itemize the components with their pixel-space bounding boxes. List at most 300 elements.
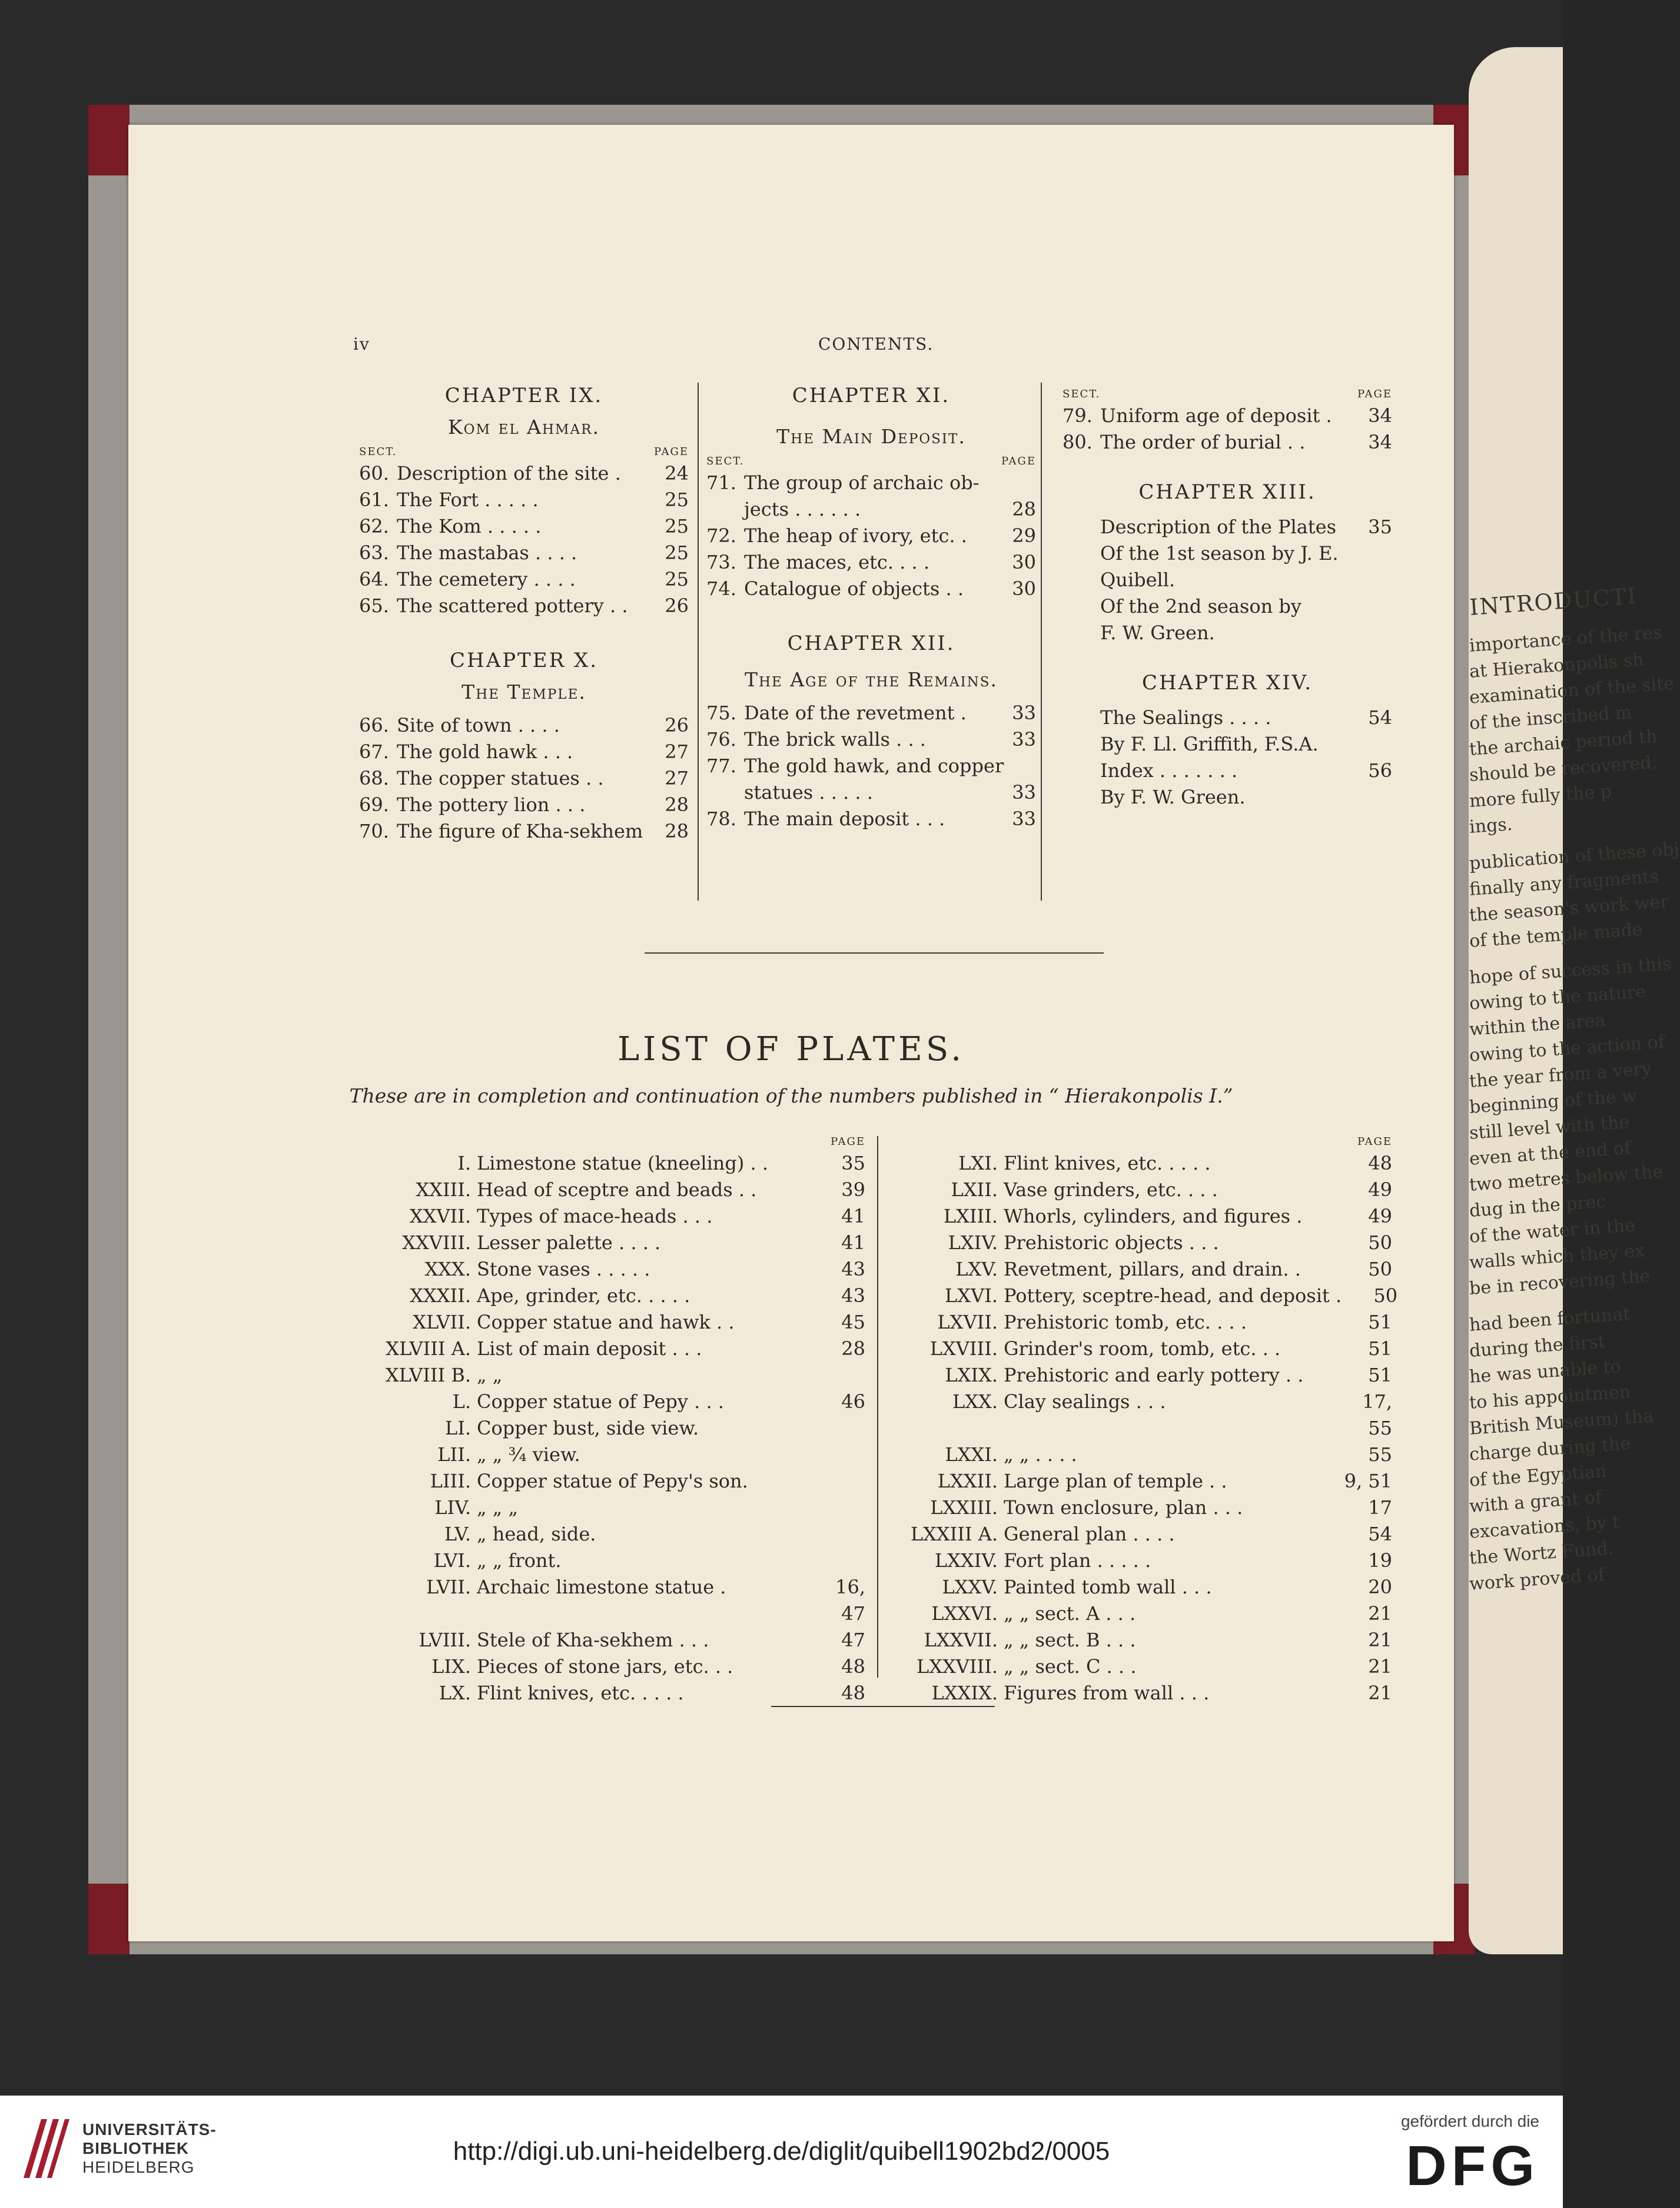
plate-number: I. (457, 1152, 471, 1174)
entry-section-number: 64. (359, 568, 389, 590)
plate-page: 48 (1368, 1152, 1392, 1174)
column-labels (706, 453, 1036, 470)
entry-page: 27 (665, 741, 689, 763)
entry-section-number: 66. (359, 714, 389, 736)
column-divider (877, 1136, 878, 1678)
plate-title: Copper statue of Pepy's son. (477, 1470, 748, 1492)
plate-page: 50 (1373, 1284, 1398, 1307)
plate-title: Prehistoric objects . . . (1004, 1231, 1219, 1254)
next-page-text: within the area (1469, 1010, 1606, 1040)
entry-page: 33 (1012, 728, 1036, 751)
plate-title: Stone vases . . . . . (477, 1258, 650, 1280)
plate-page (809, 1415, 865, 1442)
entry-page (1357, 567, 1392, 593)
entry-section-number: 67. (359, 741, 389, 763)
entry-title: Date of the revetment . (744, 702, 967, 724)
entry-page: 25 (665, 568, 689, 590)
entry-section-number: 74. (706, 577, 736, 600)
plate-title: Revetment, pillars, and drain. . (1004, 1258, 1301, 1280)
funding-text: gefördert durch die (1400, 2112, 1539, 2130)
next-page-text: to his appointmen (1469, 1381, 1632, 1413)
plate-title: Vase grinders, etc. . . . (1004, 1178, 1218, 1201)
entry-page: 27 (665, 767, 689, 789)
entry-section-number: 72. (706, 524, 736, 547)
section-rule (645, 952, 1104, 954)
contents-entry (1063, 784, 1392, 811)
entry-section-number (706, 779, 744, 806)
column-divider (698, 383, 699, 901)
entry-page (1357, 620, 1392, 646)
plate-number: XLVIII A. (386, 1337, 471, 1360)
contents-entry (1063, 758, 1392, 784)
entry-list (359, 712, 689, 845)
plate-entry (359, 1362, 865, 1389)
plate-entry (886, 1362, 1392, 1389)
contents-entry (359, 460, 689, 487)
entry-title: The heap of ivory, etc. . (744, 524, 967, 547)
plate-page: 17, 55 (1362, 1390, 1392, 1439)
plate-page: 43 (841, 1258, 865, 1280)
plate-entry (359, 1415, 865, 1442)
plate-number: LXXIX. (931, 1682, 998, 1704)
entry-section-number: 65. (359, 595, 389, 617)
plate-page: 48 (841, 1682, 865, 1704)
page-number: iv (353, 334, 370, 354)
contents-entry (1063, 514, 1392, 540)
contents-entry (359, 765, 689, 792)
entry-title: The gold hawk, and copper (744, 755, 1004, 777)
plate-list (359, 1150, 865, 1706)
plate-entry (359, 1548, 865, 1574)
contents-entry (359, 566, 689, 593)
viewer-footer (0, 2096, 1563, 2208)
plate-title: Lesser palette . . . . (477, 1231, 661, 1254)
entry-page: 33 (1012, 702, 1036, 724)
plate-entry (359, 1574, 865, 1627)
plate-entry (886, 1389, 1392, 1442)
plate-page: 21 (1368, 1682, 1392, 1704)
plate-title: Archaic limestone statue . (477, 1576, 726, 1598)
contents-entry (359, 792, 689, 818)
plate-title: Pottery, sceptre-head, and deposit . (1004, 1284, 1342, 1307)
page-label: PAGE (654, 446, 689, 458)
plate-title: Fort plan . . . . . (1004, 1549, 1151, 1572)
plate-number: LXVIII. (929, 1337, 998, 1360)
entry-page: 34 (1368, 404, 1392, 427)
plate-page: 49 (1368, 1178, 1392, 1201)
column-divider (1041, 383, 1042, 901)
plate-entry (886, 1521, 1392, 1548)
chapter-heading: CHAPTER XI. (792, 384, 951, 407)
plate-number: LXVII. (937, 1311, 998, 1333)
plate-title: Head of sceptre and beads . . (477, 1178, 757, 1201)
entry-list (1063, 514, 1392, 646)
page-label: PAGE (1001, 455, 1036, 467)
next-page-text: the Wortz Fund. (1469, 1538, 1615, 1569)
library-name-line: HEIDELBERG (82, 2158, 195, 2176)
plate-title: General plan . . . . (1004, 1523, 1175, 1545)
plate-page: 54 (1368, 1523, 1392, 1545)
sect-label: SECT. (1063, 388, 1101, 400)
plate-entry (886, 1653, 1392, 1680)
plate-entry (886, 1442, 1392, 1468)
entry-title: The group of archaic ob- (744, 472, 980, 494)
plate-number: LXXV. (942, 1576, 998, 1598)
plate-title: „ „ front. (477, 1549, 562, 1572)
plate-page: 49 (1368, 1205, 1392, 1227)
chapter-subtitle: The Age of the Remains. (744, 668, 998, 691)
plate-entry (359, 1442, 865, 1468)
plate-number: LXXVIII. (916, 1655, 998, 1678)
chapter-heading: CHAPTER XIII. (1138, 480, 1316, 504)
entry-indent (1063, 784, 1100, 811)
plate-page: 17 (1368, 1496, 1392, 1519)
plate-entry (359, 1653, 865, 1680)
plate-number: LXXVII. (924, 1629, 998, 1651)
next-page-text: should be recovered, (1469, 752, 1658, 786)
next-page-text: importance of the res (1469, 622, 1663, 656)
entry-title: The main deposit . . . (744, 808, 945, 830)
plate-page: 16, 47 (835, 1576, 865, 1625)
next-page-text: the season's work wer (1469, 891, 1669, 926)
page-label: PAGE (1357, 388, 1392, 400)
plate-page: 45 (841, 1311, 865, 1333)
entry-page: 28 (665, 820, 689, 842)
entry-title: Quibell. (1100, 569, 1176, 591)
entry-title: The copper statues . . (397, 767, 604, 789)
contents-entry (1063, 620, 1392, 646)
sect-label: SECT. (359, 446, 397, 458)
plate-entry (886, 1601, 1392, 1627)
page-label: PAGE (1357, 1135, 1392, 1148)
entry-title: The mastabas . . . . (397, 542, 577, 564)
chapter-heading: CHAPTER XII. (787, 632, 955, 655)
entry-title: Index . . . . . . . (1100, 759, 1238, 782)
plate-title: Prehistoric tomb, etc. . . . (1004, 1311, 1247, 1333)
entry-section-number: 76. (706, 728, 736, 751)
plate-number: LXXI. (945, 1443, 998, 1466)
chapter-heading: CHAPTER XIV. (1141, 671, 1313, 695)
contents-entry (359, 712, 689, 739)
plate-number: LXXVI. (931, 1602, 998, 1625)
entry-page: 26 (665, 595, 689, 617)
entry-page: 28 (1012, 498, 1036, 520)
plate-entry (886, 1336, 1392, 1362)
plate-entry (359, 1203, 865, 1230)
entry-title: Description of the site . (397, 462, 621, 484)
next-page-text: INTRODUCTI (1469, 583, 1638, 620)
contents-entry (1063, 403, 1392, 429)
plate-number: LXXII. (937, 1470, 998, 1492)
entry-page: 25 (665, 542, 689, 564)
entry-page (1004, 753, 1039, 779)
plate-page (809, 1362, 865, 1389)
contents-entry (706, 806, 1036, 832)
entry-section-number: 62. (359, 515, 389, 537)
entry-page (1357, 731, 1392, 758)
plate-entry (886, 1495, 1392, 1521)
plate-number: LXXIII A. (910, 1523, 998, 1545)
entry-indent (1063, 620, 1100, 646)
plate-title: Flint knives, etc. . . . . (1004, 1152, 1211, 1174)
contents-entry (706, 779, 1036, 806)
plate-title: Prehistoric and early pottery . . (1004, 1364, 1304, 1386)
plate-entry (359, 1627, 865, 1653)
chapter-heading: CHAPTER IX. (444, 384, 603, 407)
next-page-text: still level with the (1469, 1112, 1631, 1144)
plate-title: „ „ „ (477, 1496, 519, 1519)
plate-title: List of main deposit . . . (477, 1337, 702, 1360)
plate-page: 50 (1368, 1258, 1392, 1280)
plates-column-right (886, 1134, 1398, 1706)
plate-entry (359, 1389, 865, 1415)
entry-title: statues . . . . . (744, 781, 873, 803)
plate-entry (359, 1495, 865, 1521)
entry-page: 30 (1012, 577, 1036, 600)
entry-page: 33 (1012, 808, 1036, 830)
next-page-text: beginning of the w (1469, 1085, 1638, 1118)
next-page-text: owing to the action of (1469, 1031, 1665, 1066)
plate-entry (886, 1203, 1392, 1230)
entry-title: By F. W. Green. (1100, 786, 1246, 808)
entry-page: 24 (665, 462, 689, 484)
entry-page (1357, 784, 1392, 811)
entry-list (359, 460, 689, 619)
entry-list (706, 700, 1036, 832)
plate-number: XXVII. (409, 1205, 471, 1227)
plate-page: 9, 51 (1344, 1470, 1392, 1492)
corner-binding-top-left (88, 105, 130, 175)
plate-title: „ „ sect. B . . . (1004, 1629, 1136, 1651)
plate-entry (359, 1468, 865, 1495)
plate-number: LIII. (430, 1470, 471, 1492)
plate-number: L. (452, 1390, 471, 1413)
contents-entry (1063, 593, 1392, 620)
next-page-text: charge during the (1469, 1433, 1632, 1465)
plate-entry (886, 1680, 1392, 1706)
chapter-subtitle: The Temple. (461, 680, 586, 703)
plate-number: XXIII. (416, 1178, 471, 1201)
next-page-text: had been fortunat (1469, 1303, 1631, 1336)
plate-entry (886, 1309, 1392, 1336)
plates-column-left (359, 1134, 865, 1706)
plate-entry (359, 1521, 865, 1548)
contents-entry (1063, 731, 1392, 758)
plate-number: LVI. (433, 1549, 471, 1572)
plate-page: 41 (841, 1231, 865, 1254)
plate-number: LXXIV. (934, 1549, 998, 1572)
contents-entry (706, 496, 1036, 523)
next-page-text: even at the end of (1469, 1137, 1632, 1170)
plate-title: Clay sealings . . . (1004, 1390, 1166, 1413)
entry-page: 28 (665, 793, 689, 816)
permalink-url[interactable]: http://digi.ub.uni-heidelberg.de/diglit/quibell1902bd2/0005 (453, 2137, 1110, 2166)
plate-entry (886, 1230, 1392, 1256)
contents-entry (1063, 705, 1392, 731)
plate-number: LV. (444, 1523, 471, 1545)
entry-title: The gold hawk . . . (397, 741, 573, 763)
plate-page: 50 (1368, 1231, 1392, 1254)
contents-entry (706, 549, 1036, 576)
plate-title: Limestone statue (kneeling) . . (477, 1152, 769, 1174)
running-head: CONTENTS. (818, 334, 934, 354)
column-labels (1063, 386, 1392, 403)
plate-entry (359, 1177, 865, 1203)
next-page-text: of the Egyptian (1469, 1460, 1608, 1491)
plate-title: „ „ (477, 1364, 503, 1386)
plate-page: 19 (1368, 1549, 1392, 1572)
entry-title: The scattered pottery . . (397, 595, 628, 617)
entry-title: The figure of Kha-sekhem (397, 820, 643, 842)
corner-binding-bottom-left (88, 1884, 130, 1954)
entry-section-number: 60. (359, 462, 389, 484)
plate-number: LXIV. (948, 1231, 998, 1254)
plate-number: LVIII. (419, 1629, 471, 1651)
plates-note: These are in completion and continuation of the numbers published in “ Hierakonpolis I.” (349, 1084, 1233, 1107)
next-page-text: publication of these obj (1469, 839, 1680, 874)
next-page-text: ings. (1469, 814, 1513, 838)
entry-section-number: 61. (359, 489, 389, 511)
plate-number: LXII. (951, 1178, 998, 1201)
next-page-text: finally any fragments (1469, 866, 1659, 900)
entry-page: 33 (1012, 781, 1036, 803)
plate-title: Ape, grinder, etc. . . . . (477, 1284, 690, 1307)
plate-page: 28 (841, 1337, 865, 1360)
plate-title: „ „ ¾ view. (477, 1443, 580, 1466)
plate-list (886, 1150, 1398, 1706)
entry-indent (1063, 758, 1100, 784)
entry-indent (1063, 705, 1100, 731)
next-page-text: hope of success in this (1469, 954, 1672, 988)
next-page-text: British Museum) tha (1469, 1406, 1655, 1439)
plate-page: 21 (1368, 1629, 1392, 1651)
entry-section-number: 70. (359, 820, 389, 842)
plate-entry (886, 1627, 1392, 1653)
plate-number: LXI. (958, 1152, 998, 1174)
next-page-text: the archaic period th (1469, 726, 1658, 760)
entry-title: The pottery lion . . . (397, 793, 586, 816)
next-page-text: he was unable to (1469, 1356, 1622, 1387)
plate-title: Copper bust, side view. (477, 1417, 699, 1439)
entry-section-number: 71. (706, 472, 736, 494)
plate-page: 51 (1368, 1364, 1392, 1386)
plate-title: Types of mace-heads . . . (477, 1205, 713, 1227)
contents-entry (359, 739, 689, 765)
dfg-logo: DFG (1406, 2134, 1539, 2197)
plate-page: 51 (1368, 1337, 1392, 1360)
page-label: PAGE (831, 1135, 865, 1148)
plate-page: 39 (841, 1178, 865, 1201)
entry-title: The Kom . . . . . (397, 515, 542, 537)
entry-indent (1063, 593, 1100, 620)
plate-entry (886, 1574, 1392, 1601)
entry-section-number (706, 496, 744, 523)
plate-page: 43 (841, 1284, 865, 1307)
plate-page (809, 1442, 865, 1468)
entry-section-number: 69. (359, 793, 389, 816)
entry-list (706, 470, 1036, 602)
contents-entry (359, 487, 689, 513)
chapter-subtitle: Kom el Ahmar. (448, 416, 600, 439)
entry-section-number: 73. (706, 551, 736, 573)
entry-section-number: 80. (1063, 431, 1093, 453)
next-page-text: two metres below the (1469, 1161, 1664, 1196)
plate-page: 51 (1368, 1311, 1392, 1333)
plate-number: LXV. (955, 1258, 998, 1280)
plate-entry (359, 1283, 865, 1309)
plate-page: 35 (841, 1152, 865, 1174)
plate-number: XXVIII. (402, 1231, 471, 1254)
plate-page (809, 1495, 865, 1521)
entry-title: Of the 1st season by J. E. (1100, 542, 1339, 565)
plate-entry (359, 1256, 865, 1283)
entry-indent (1063, 540, 1100, 567)
plate-number: LVII. (426, 1576, 471, 1598)
contents-entry (706, 470, 1036, 496)
next-page-text: be in recovering the (1469, 1266, 1651, 1299)
entry-title: The brick walls . . . (744, 728, 926, 751)
entry-title: F. W. Green. (1100, 622, 1215, 644)
contents-entry (359, 513, 689, 540)
plate-title: Pieces of stone jars, etc. . . (477, 1655, 733, 1678)
plate-entry (886, 1177, 1392, 1203)
chapter-heading: CHAPTER X. (449, 649, 598, 672)
entry-title: By F. Ll. Griffith, F.S.A. (1100, 733, 1319, 755)
contents-entry (359, 593, 689, 619)
entry-page: 54 (1368, 706, 1392, 729)
entry-title: The Sealings . . . . (1100, 706, 1271, 729)
plate-number: LXIX. (945, 1364, 998, 1386)
plates-title: LIST OF PLATES. (617, 1030, 965, 1068)
entry-title: The order of burial . . (1100, 431, 1306, 453)
entry-section-number: 79. (1063, 404, 1093, 427)
contents-entry (706, 753, 1036, 779)
next-page-text: at Hierakonpolis sh (1469, 649, 1645, 682)
plate-title: Town enclosure, plan . . . (1004, 1496, 1243, 1519)
entry-title: The cemetery . . . . (397, 568, 576, 590)
entry-page: 35 (1368, 516, 1392, 538)
plate-number: LXXIII. (930, 1496, 998, 1519)
plate-title: Flint knives, etc. . . . . (477, 1682, 684, 1704)
sect-label: SECT. (706, 455, 745, 467)
entry-list (1063, 705, 1392, 811)
entry-page: 30 (1012, 551, 1036, 573)
plate-page: 41 (841, 1205, 865, 1227)
plate-number: LXX. (952, 1390, 998, 1413)
entry-title: Uniform age of deposit . (1100, 404, 1332, 427)
plate-number: LX. (439, 1682, 471, 1704)
plate-title: „ „ sect. A . . . (1004, 1602, 1136, 1625)
plate-number: XXXII. (410, 1284, 471, 1307)
plate-title: „ „ . . . . (1004, 1443, 1077, 1466)
contents-entry (706, 576, 1036, 602)
entry-section-number: 63. (359, 542, 389, 564)
plate-title: Grinder's room, tomb, etc. . . (1004, 1337, 1281, 1360)
entry-page (1357, 540, 1392, 567)
next-page-text: dug in the prec (1469, 1191, 1607, 1221)
plate-title: Large plan of temple . . (1004, 1470, 1227, 1492)
plate-entry (886, 1256, 1392, 1283)
library-name-line: BIBLIOTHEK (82, 2139, 190, 2157)
entry-title: The Fort . . . . . (397, 489, 539, 511)
plate-title: Copper statue and hawk . . (477, 1311, 735, 1333)
next-page-edge (1469, 47, 1680, 1954)
entry-page: 25 (665, 489, 689, 511)
plate-entry (886, 1548, 1392, 1574)
plate-page: 46 (841, 1390, 865, 1413)
entry-page (1357, 593, 1392, 620)
entry-title: The maces, etc. . . . (744, 551, 930, 573)
